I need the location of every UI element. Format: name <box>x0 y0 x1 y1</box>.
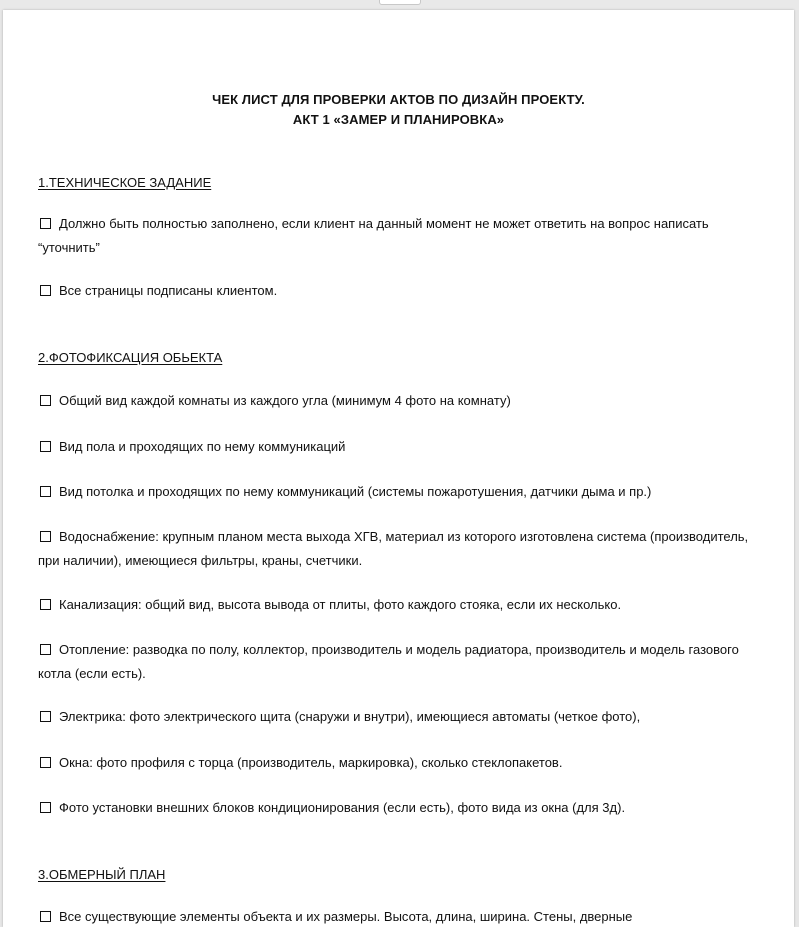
checkbox[interactable] <box>40 599 51 610</box>
checklist-item <box>38 638 753 686</box>
checklist-item <box>38 435 753 459</box>
window-top-strip <box>0 0 799 10</box>
checklist-item-text: Отопление: разводка по полу, коллектор, производитель и модель радиатора, производитель и модель газового котла (если есть). <box>38 642 739 681</box>
scroll-handle[interactable] <box>379 0 421 5</box>
checkbox[interactable] <box>40 285 51 296</box>
checklist-item-text: Водоснабжение: крупным планом места выхода ХГВ, материал из которого изготовлена система (производитель, при наличии), имеющиеся фильтры, краны, счетчики. <box>38 529 749 568</box>
title-line-1: ЧЕК ЛИСТ ДЛЯ ПРОВЕРКИ АКТОВ ПО ДИЗАЙН ПРОЕКТУ. <box>212 92 585 107</box>
checklist-item-text: Вид потолка и проходящих по нему коммуникаций (системы пожаротушения, датчики дыма и пр.) <box>59 484 652 499</box>
checkbox[interactable] <box>40 486 51 497</box>
checklist-item <box>38 751 753 775</box>
checklist-item-text: Канализация: общий вид, высота вывода от плиты, фото каждого стояка, если их несколько. <box>59 597 622 612</box>
checkbox[interactable] <box>40 395 51 406</box>
checklist-item-text: Все страницы подписаны клиентом. <box>59 283 278 298</box>
checklist-item <box>38 212 753 260</box>
checkbox[interactable] <box>40 757 51 768</box>
section-heading-photo-fixation: 2.ФОТОФИКСАЦИЯ ОБЬЕКТА <box>38 350 223 365</box>
document-page <box>3 10 794 927</box>
checkbox[interactable] <box>40 218 51 229</box>
checklist-item-text: Все существующие элементы объекта и их размеры. Высота, длина, ширина. Стены, дверные <box>59 909 633 924</box>
section-heading-technical-task: 1.ТЕХНИЧЕСКОЕ ЗАДАНИЕ <box>38 175 212 190</box>
checkbox[interactable] <box>40 911 51 922</box>
checkbox[interactable] <box>40 802 51 813</box>
checkbox[interactable] <box>40 441 51 452</box>
checkbox[interactable] <box>40 711 51 722</box>
checklist-item-text: Электрика: фото электрического щита (снаружи и внутри), имеющиеся автоматы (четкое фото), <box>59 709 641 724</box>
checklist-item <box>38 279 753 303</box>
checklist-item-text: Должно быть полностью заполнено, если клиент на данный момент не может ответить на вопрос написать “уточнить” <box>38 216 709 255</box>
checklist-item <box>38 525 753 573</box>
checklist-item <box>38 705 753 729</box>
document-title <box>3 90 794 130</box>
section-heading-measurement-plan: 3.ОБМЕРНЫЙ ПЛАН <box>38 867 166 882</box>
checklist-item-text: Окна: фото профиля с торца (производитель, маркировка), сколько стеклопакетов. <box>59 755 563 770</box>
checklist-item-text: Фото установки внешних блоков кондиционирования (если есть), фото вида из окна (для 3д). <box>59 800 626 815</box>
checkbox[interactable] <box>40 644 51 655</box>
checkbox[interactable] <box>40 531 51 542</box>
checklist-item <box>38 796 753 820</box>
title-line-2: АКТ 1 «ЗАМЕР И ПЛАНИРОВКА» <box>292 112 505 127</box>
checklist-item-text: Общий вид каждой комнаты из каждого угла (минимум 4 фото на комнату) <box>59 393 511 408</box>
checklist-item <box>38 593 753 617</box>
checklist-item-text: Вид пола и проходящих по нему коммуникаций <box>59 439 346 454</box>
checklist-item <box>38 905 753 927</box>
checklist-item <box>38 389 753 413</box>
checklist-item <box>38 480 753 504</box>
